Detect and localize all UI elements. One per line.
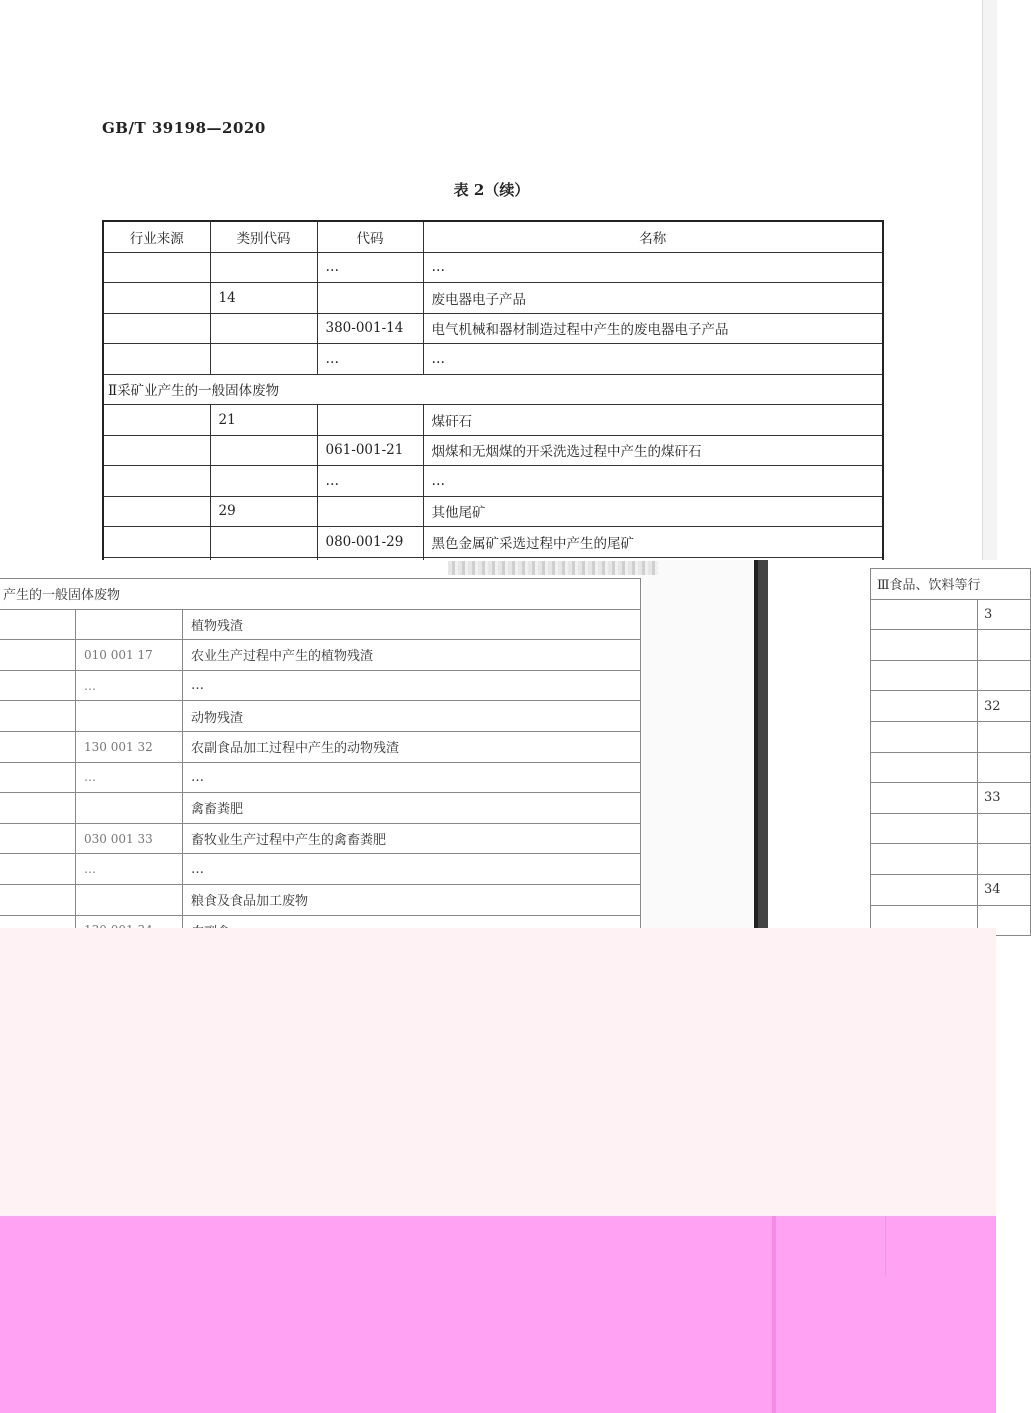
column-header-name: 名称 [423,221,883,252]
section-title: Ⅱ采矿业产生的一般固体废物 [103,374,883,405]
table-row [871,752,1031,783]
cell-category [210,313,317,344]
cell-name: … [423,344,883,375]
table-row [103,405,883,436]
cell-code: … [76,762,183,793]
table-row [871,874,1031,905]
cell-category [210,466,317,497]
cell-code: 380-001-14 [317,313,423,344]
cell-name: 植物残渣 [183,609,641,640]
table-row [0,823,641,854]
overlapped-page-fragment-left [0,560,642,928]
cell-source [103,283,210,314]
table-row [871,660,1031,691]
table-row [871,599,1031,630]
section-title: Ⅲ食品、饮料等行 [871,569,1031,600]
cell-category [978,813,1031,844]
cell-category: 29 [210,496,317,527]
table-row [103,313,883,344]
cell-source [103,344,210,375]
table-row [103,283,883,314]
table-title: 表 2（续） [453,181,530,199]
table-row [103,496,883,527]
table-row [0,701,641,732]
cell-source [103,405,210,436]
cell-name: 废电器电子产品 [423,283,883,314]
cell-category [210,435,317,466]
cell-name: 动物残渣 [183,701,641,732]
table-row [0,762,641,793]
scan-gap [768,560,870,928]
cell-category [978,752,1031,783]
cell-code: … [76,854,183,885]
cell-source [103,435,210,466]
cell-code [76,884,183,915]
cell-category: 3 [978,599,1031,630]
cell-category: 21 [210,405,317,436]
table-row [0,854,641,885]
table-row [0,793,641,824]
cell-code: … [317,466,423,497]
cell-name: … [183,670,641,701]
cell-name: 黑色金属矿采选过程中产生的尾矿 [423,527,883,558]
column-header-code: 代码 [317,221,423,252]
cell-category: 14 [210,283,317,314]
table-row [871,783,1031,814]
section-row [0,579,641,610]
cell-name: … [183,854,641,885]
table-row [871,721,1031,752]
cell-category [978,630,1031,661]
cell-source [103,496,210,527]
cell-code [317,405,423,436]
column-header-category: 类别代码 [210,221,317,252]
table-row [0,670,641,701]
cell-category [978,660,1031,691]
cell-source [103,313,210,344]
cell-code: … [317,252,423,283]
cell-name: 畜牧业生产过程中产生的禽畜粪肥 [183,823,641,854]
cell-code: 030 001 33 [76,823,183,854]
cell-code: 061-001-21 [317,435,423,466]
cell-name: 禽畜粪肥 [183,793,641,824]
cell-name: … [423,252,883,283]
cell-category [210,344,317,375]
scan-gap [642,560,754,928]
table-row [871,844,1031,875]
cell-code [76,793,183,824]
cell-name: 粮食及食品加工废物 [183,884,641,915]
fragment-table-right [870,568,1031,936]
table-row [871,813,1031,844]
column-header-source: 行业来源 [103,221,210,252]
cell-code: 130 001 32 [76,731,183,762]
cell-category [978,721,1031,752]
cell-code: … [76,670,183,701]
cell-name: 烟煤和无烟煤的开采洗选过程中产生的煤矸石 [423,435,883,466]
table-row [871,691,1031,722]
table-row [871,630,1031,661]
cell-code [76,701,183,732]
standard-code: GB/T 39198—2020 [102,119,266,137]
cell-code [317,496,423,527]
table-row [103,466,883,497]
cell-name: 其他尾矿 [423,496,883,527]
section-row [871,569,1031,600]
table-row [0,640,641,671]
cell-category: 34 [978,874,1031,905]
table-row [103,435,883,466]
cell-name: 农副食品加工过程中产生的动物残渣 [183,731,641,762]
table-row [103,252,883,283]
cell-name: 煤矸石 [423,405,883,436]
cell-source [103,252,210,283]
cell-source [103,527,210,558]
cell-name: 电气机械和器材制造过程中产生的废电器电子产品 [423,313,883,344]
cell-category [978,844,1031,875]
scan-noise [448,561,658,575]
cell-code: 080-001-29 [317,527,423,558]
table-row [0,731,641,762]
blank-region-light [0,928,996,1216]
cell-code: 010 001 17 [76,640,183,671]
table-row [0,884,641,915]
table-row [0,609,641,640]
cell-source [103,466,210,497]
cell-name: … [183,762,641,793]
table-row [103,527,883,558]
cell-category: 32 [978,691,1031,722]
table-header-row [103,221,883,252]
blank-region-seam [772,1216,776,1413]
overlapped-page-fragment-right [870,560,1001,928]
section-title: 产生的一般固体废物 [0,579,641,610]
cell-code [76,609,183,640]
page-edge [982,0,997,560]
blank-region-dark [0,1216,996,1413]
waste-code-table [102,220,884,589]
cell-code: … [317,344,423,375]
cell-name: … [423,466,883,497]
section-row [103,374,883,405]
cell-category [210,527,317,558]
cell-category [210,252,317,283]
cell-category: 33 [978,783,1031,814]
blank-region-seam [885,1216,886,1276]
cell-name: 农业生产过程中产生的植物残渣 [183,640,641,671]
fragment-table [0,578,641,946]
table-row [103,344,883,375]
cell-code [317,283,423,314]
